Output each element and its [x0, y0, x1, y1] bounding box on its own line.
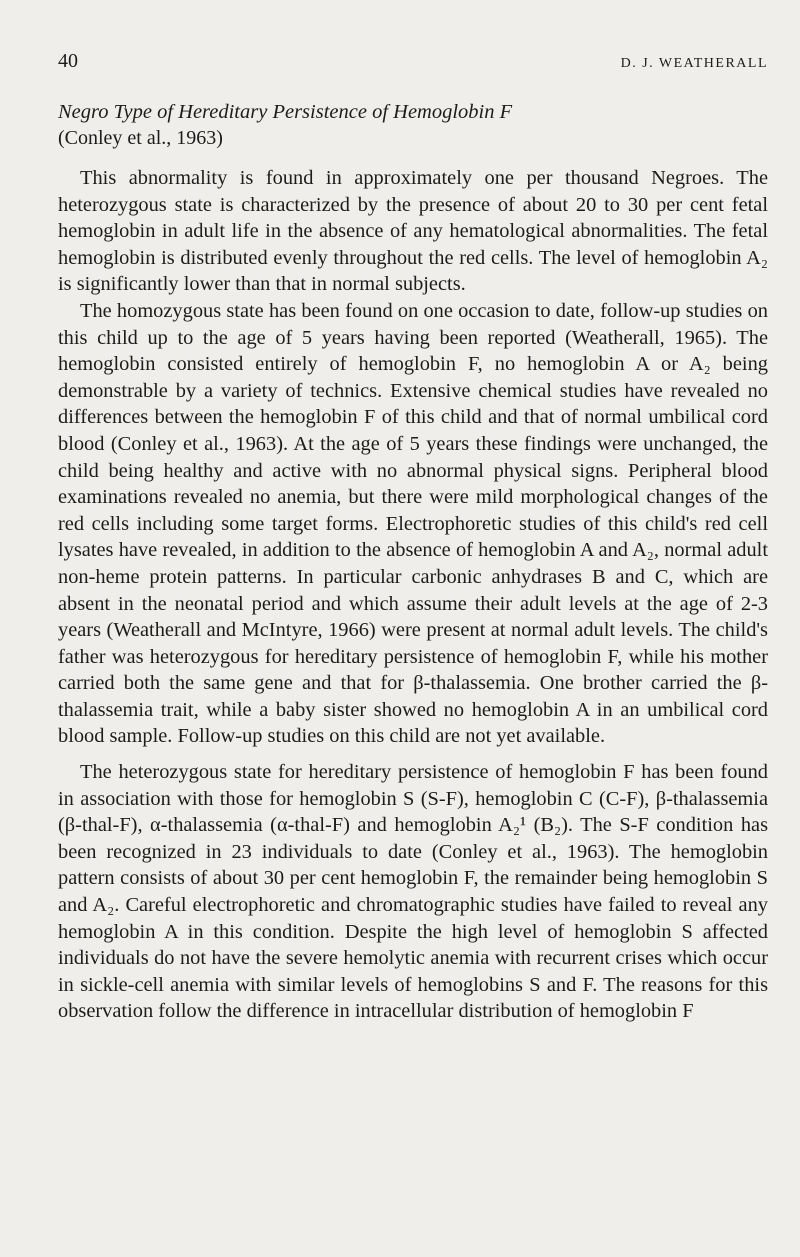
book-page — [58, 0, 768, 1033]
section-citation: (Conley et al., 1963) — [58, 127, 223, 149]
page-number: 40 — [58, 50, 78, 72]
body-paragraph: The heterozygous state for hereditary persistence of hemoglobin F has been found in association with those for hemoglobin S (S-F), hemoglobin C (C-F), β-thalassemia (β-thal-F), α-thalassemia (α-thal-F) and hemoglobin A₂¹ (B₂). The S-F condition has been recognized in 23 individuals to date (Conley et al., 1963). The hemoglobin pattern consists of about 30 per cent hemoglobin F, the remainder being hemoglobin S and A₂. Careful electrophoretic and chromatographic studies have failed to reveal any hemoglobin A in this condition. Despite the high level of hemoglobin S affected individuals do not have the severe hemolytic anemia with recurrent crises which occur in sickle-cell anemia with similar levels of hemoglobins S and F. The reasons for this observation follow the difference in intracellular distribution of hemoglobin F — [58, 761, 768, 1023]
body-paragraph: This abnormality is found in approximately one per thousand Negroes. The heterozygous state is characterized by the presence of about 20 to 30 per cent fetal hemoglobin in adult life in the absence of any hematological abnormalities. The fetal hemoglobin is distributed evenly throughout the red cells. The level of hemoglobin A₂ is significantly lower than that in normal subjects. — [58, 167, 768, 296]
body-paragraph: The homozygous state has been found on one occasion to date, follow-up studies on this child up to the age of 5 years having been reported (Weatherall, 1965). The hemoglobin consisted entirely of hemoglobin F, no hemoglobin A or A₂ being demonstrable by a variety of technics. Extensive chemical studies have revealed no differences between the hemoglobin F of this child and that of normal umbilical cord blood (Conley et al., 1963). At the age of 5 years these findings were unchanged, the child being healthy and active with no abnormal physical signs. Peripheral blood examinations revealed no anemia, but there were mild morphological changes of the red cells including some target forms. Electrophoretic studies of this child's red cell lysates have revealed, in addition to the absence of hemoglobin A and A₂, normal adult non-heme protein patterns. In particular carbonic anhydrases B and C, which are absent in the neonatal period and which assume their adult levels at the age of 2-3 years (Weatherall and McIntyre, 1966) were present at normal adult levels. The child's father was heterozygous for hereditary persistence of hemoglobin F, while his mother carried both the same gene and that for β-thalassemia. One brother carried the β-thalassemia trait, while a baby sister showed no hemoglobin A in an umbilical cord blood sample. Follow-up studies on this child are not yet available. — [58, 299, 768, 748]
section-title: Negro Type of Hereditary Persistence of Hemoglobin F — [58, 101, 513, 123]
running-header — [58, 0, 768, 78]
running-head-author: D. J. WEATHERALL — [620, 56, 768, 71]
